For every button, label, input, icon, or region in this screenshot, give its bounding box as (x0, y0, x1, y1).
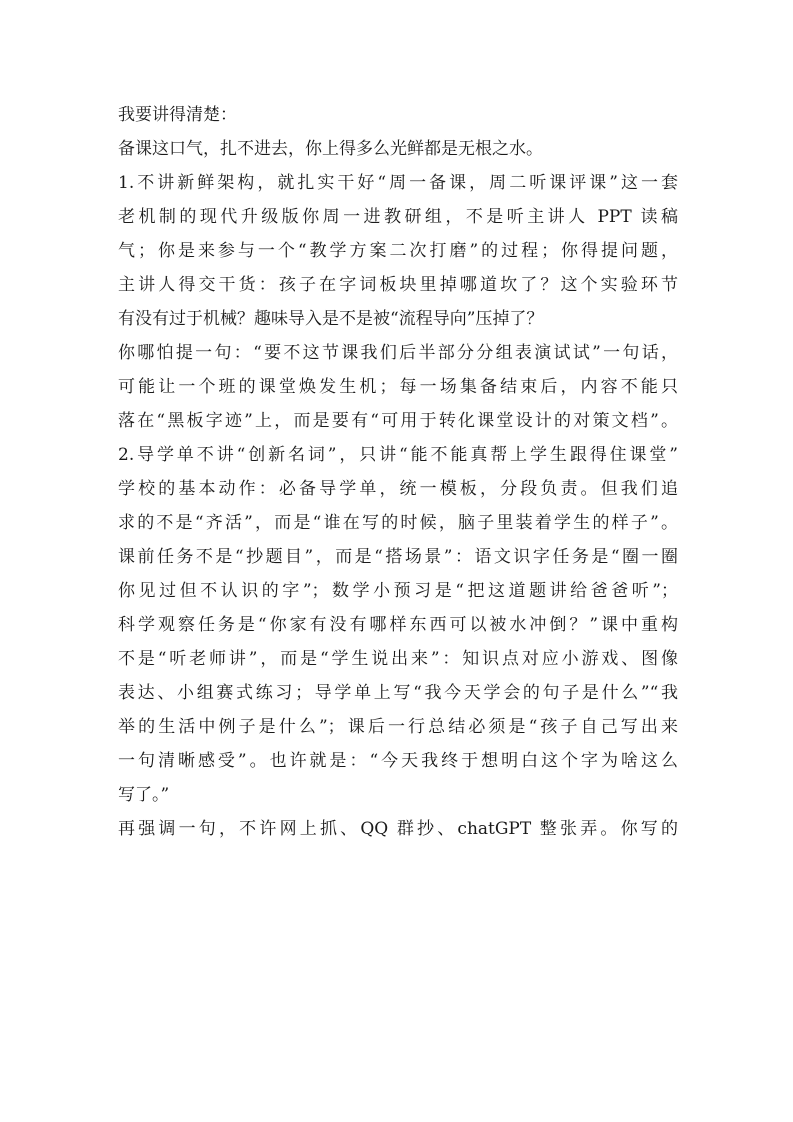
text-line: 有没有过于机械？趣味导入是不是被“流程导向”压掉了？ (118, 309, 544, 329)
text-line: 再强调一句，不许网上抓、QQ 群抄、chatGPT 整张弄。你写的 (118, 819, 678, 839)
text-line: 你见过但不认识的字”；数学小预习是“把这道题讲给爸爸听”； (118, 581, 678, 601)
text-line: 可能让一个班的课堂焕发生机；每一场集备结束后，内容不能只 (118, 377, 678, 397)
text-line: 主讲人得交干货：孩子在字词板块里掉哪道坎了？这个实验环节 (118, 275, 678, 295)
text-line: 写了。” (118, 785, 170, 805)
text-line: 备课这口气，扎不进去，你上得多么光鲜都是无根之水。 (118, 139, 543, 159)
text-line: 落在“黑板字迹”上，而是要有“可用于转化课堂设计的对策文档”。 (118, 411, 678, 431)
text-line: 老机制的现代升级版你周一进教研组，不是听主讲人 PPT 读稿 (118, 207, 678, 227)
text-line: 一句清晰感受”。也许就是：“今天我终于想明白这个字为啥这么 (118, 751, 678, 771)
text-line: 学校的基本动作：必备导学单，统一模板，分段负责。但我们追 (118, 479, 678, 499)
text-line: 1.不讲新鲜架构，就扎实干好“周一备课，周二听课评课”这一套 (118, 173, 678, 193)
text-line: 气；你是来参与一个“教学方案二次打磨”的过程；你得提问题， (118, 241, 678, 261)
text-line: 课前任务不是“抄题目”，而是“搭场景”：语文识字任务是“圈一圈 (118, 547, 678, 567)
text-line: 我要讲得清楚： (118, 105, 237, 125)
text-line: 举的生活中例子是什么”；课后一行总结必须是“孩子自己写出来 (118, 717, 678, 737)
text-line: 科学观察任务是“你家有没有哪样东西可以被水冲倒？”课中重构 (118, 615, 678, 635)
text-line: 表达、小组赛式练习；导学单上写“我今天学会的句子是什么”“我 (118, 683, 678, 703)
text-line: 不是“听老师讲”，而是“学生说出来”：知识点对应小游戏、图像 (118, 649, 678, 669)
text-line: 求的不是“齐活”，而是“谁在写的时候，脑子里装着学生的样子”。 (118, 513, 678, 533)
body-text (118, 98, 678, 846)
text-line: 你哪怕提一句：“要不这节课我们后半部分分组表演试试”一句话， (118, 343, 678, 363)
text-line: 2.导学单不讲“创新名词”，只讲“能不能真帮上学生跟得住课堂” (118, 445, 678, 465)
